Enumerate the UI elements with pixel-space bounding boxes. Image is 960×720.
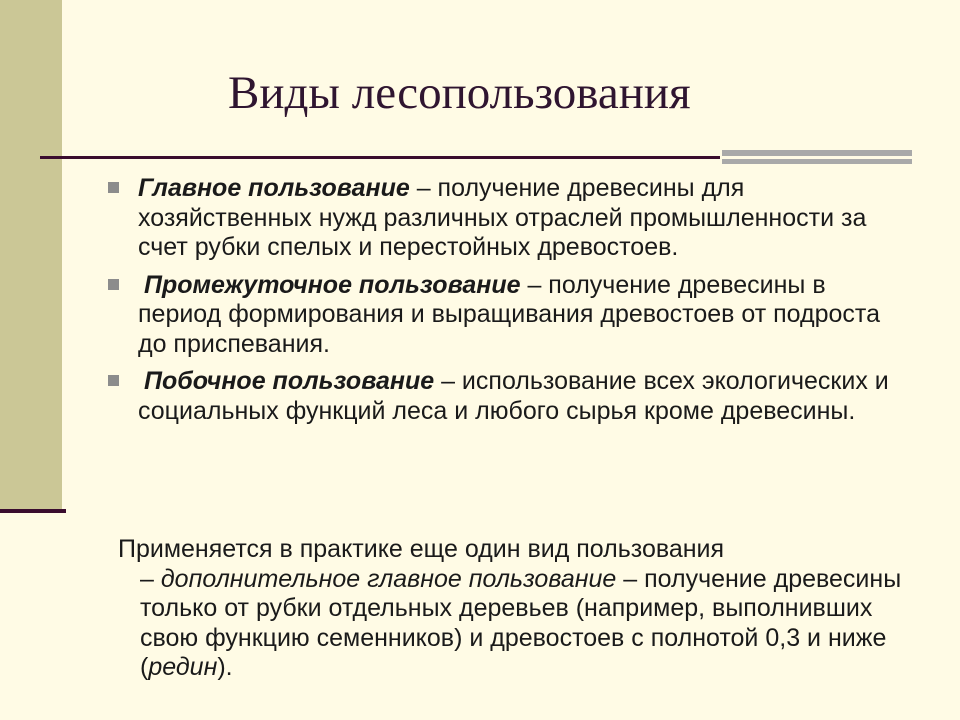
title-underline-gray (722, 150, 912, 164)
note-term2: редин (148, 653, 218, 681)
square-bullet-icon (108, 375, 119, 386)
note-end: ). (217, 653, 233, 681)
note-first-line: Применяется в практике еще один вид пользования (118, 535, 725, 563)
square-bullet-icon (108, 279, 119, 290)
bullet-text: – получение древесины в период формирования и выращивания древостоев от подроста до приспевания. (138, 270, 880, 358)
side-decor-rule (0, 509, 66, 513)
bullet-list (108, 174, 908, 434)
note-text: – получение древесины только от рубки отдельных деревьев (например, выполнивших свою функцию семенников) и древостоев с полнотой 0,3 и ниже ( (140, 564, 902, 681)
bullet-term: Побочное пользование (144, 367, 435, 395)
bullet-term: Промежуточное пользование (144, 270, 521, 299)
bullet-text: – использование всех экологических и социальных функций леса и любого сырья кроме древесины. (138, 367, 889, 425)
bullet-item-intermediate (108, 271, 908, 360)
bullet-item-main (108, 174, 908, 263)
slide-title: Виды лесопользования (228, 67, 691, 119)
bullet-text: – получение древесины для хозяйственных нужд различных отраслей промышленности за счет рубки спелых и перестойных древостоев. (138, 174, 867, 261)
bullet-term: Главное пользование (138, 174, 410, 202)
side-decor-bar (0, 0, 62, 510)
note-paragraph (118, 535, 918, 683)
note-term: дополнительное главное пользование (160, 564, 617, 593)
note-dash: – (140, 564, 161, 593)
note-rest (118, 565, 918, 683)
bullet-item-secondary (108, 367, 908, 426)
title-underline (40, 156, 720, 159)
square-bullet-icon (108, 182, 119, 193)
